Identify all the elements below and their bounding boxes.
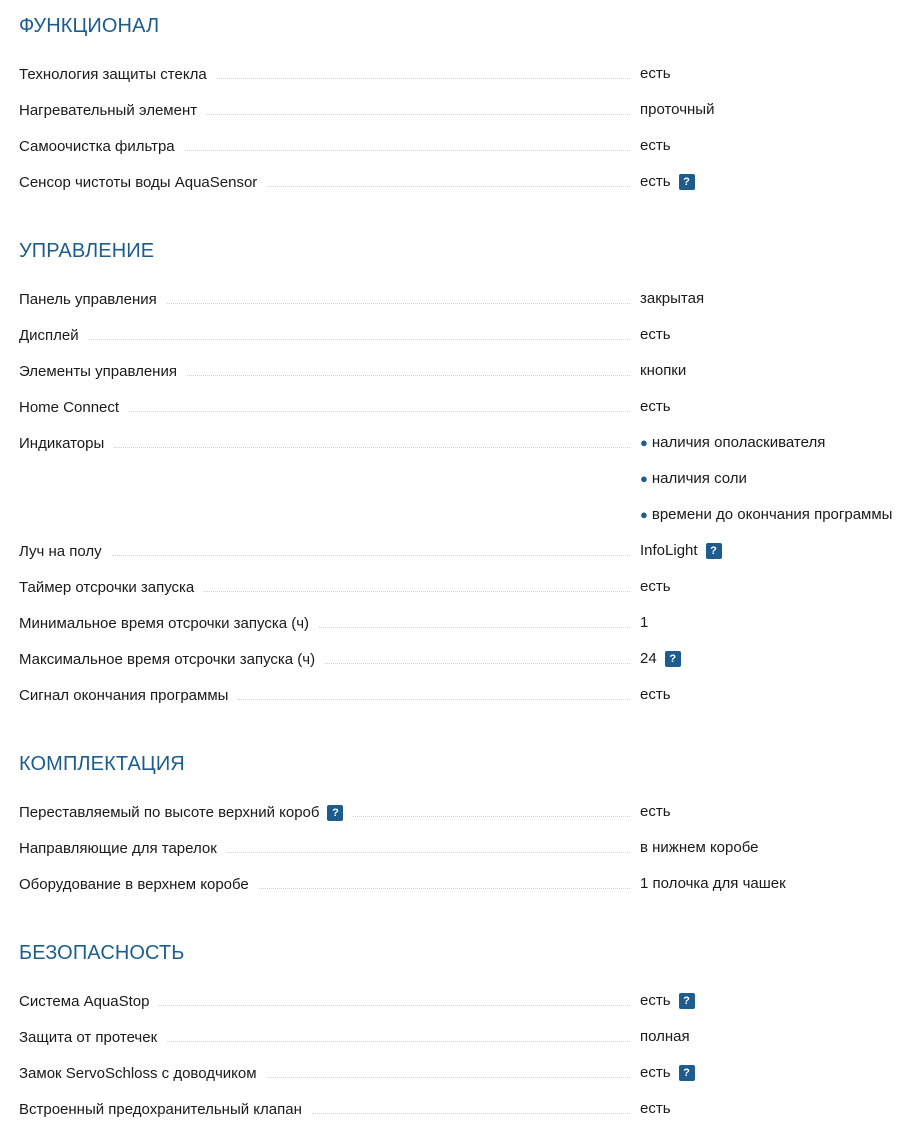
spec-label-wrap: [19, 837, 630, 859]
spec-label: [19, 361, 183, 383]
spec-label-text: Переставляемый по высоте верхний короб: [19, 804, 320, 821]
spec-value-text: есть: [640, 1100, 671, 1117]
spec-label-wrap: [19, 432, 630, 454]
dotted-leader: [187, 360, 630, 376]
spec-row: [0, 171, 920, 207]
spec-row: [0, 801, 920, 837]
spec-label-text: Таймер отсрочки запуска: [19, 579, 195, 596]
dotted-leader: [353, 801, 630, 817]
spec-label: [19, 100, 203, 122]
spec-label-text: Сенсор чистоты воды AquaSensor: [19, 174, 258, 191]
spec-row: [0, 873, 920, 909]
spec-row: [0, 612, 920, 648]
spec-label-wrap: [19, 684, 630, 706]
dotted-leader: [267, 171, 630, 187]
spec-value: [640, 1026, 690, 1048]
bullet-icon: ●: [640, 435, 648, 450]
spec-label: [19, 838, 223, 860]
spec-value-text: наличия соли: [651, 470, 747, 487]
spec-value: [640, 324, 671, 346]
spec-label: [19, 874, 255, 896]
section-title: КОМПЛЕКТАЦИЯ: [19, 753, 185, 775]
spec-label: [19, 1063, 263, 1085]
spec-label-wrap: [19, 171, 630, 193]
spec-label-text: Элементы управления: [19, 363, 177, 380]
spec-row: [0, 990, 920, 1026]
spec-row: [0, 576, 920, 612]
spec-value-text: есть: [640, 326, 671, 343]
spec-label-wrap: [19, 540, 630, 562]
dotted-leader: [267, 1062, 630, 1078]
spec-label-wrap: [19, 63, 630, 85]
spec-label-wrap: [19, 648, 630, 670]
spec-label-text: Дисплей: [19, 327, 79, 344]
spec-row: [0, 432, 920, 523]
dotted-leader: [204, 576, 630, 592]
spec-row: [0, 288, 920, 324]
spec-label-text: Нагревательный элемент: [19, 102, 198, 119]
spec-label: [19, 1099, 308, 1121]
spec-label-wrap: [19, 1062, 630, 1084]
spec-value: [640, 540, 722, 562]
spec-label-wrap: [19, 1026, 630, 1048]
spec-label-text: Система AquaStop: [19, 993, 150, 1010]
spec-label: [19, 802, 349, 824]
spec-value: [640, 288, 704, 310]
dotted-leader: [112, 540, 630, 556]
spec-label: [19, 325, 85, 347]
spec-value: [640, 63, 671, 85]
dotted-leader: [89, 324, 630, 340]
spec-value: [640, 1098, 671, 1120]
section-title: ФУНКЦИОНАЛ: [19, 15, 160, 37]
dotted-leader: [185, 135, 630, 151]
spec-label: [19, 1027, 163, 1049]
dotted-leader: [159, 990, 630, 1006]
spec-row: [0, 360, 920, 396]
spec-value: [640, 576, 671, 598]
spec-label-text: Луч на полу: [19, 543, 102, 560]
spec-label: [19, 433, 110, 455]
spec-label-text: Защита от протечек: [19, 1029, 158, 1046]
bullet-icon: ●: [640, 507, 648, 522]
spec-label: [19, 577, 200, 599]
spec-label-text: Индикаторы: [19, 435, 105, 452]
spec-row: [0, 684, 920, 720]
spec-label-wrap: [19, 396, 630, 418]
spec-label: [19, 64, 213, 86]
spec-row: [0, 1062, 920, 1098]
spec-label-text: Минимальное время отсрочки запуска (ч): [19, 615, 310, 632]
value-help-icon[interactable]: ?: [679, 174, 695, 190]
dotted-leader: [227, 837, 630, 853]
spec-label-wrap: [19, 873, 630, 895]
spec-label-wrap: [19, 135, 630, 157]
spec-value-text: есть: [640, 992, 671, 1009]
dotted-leader: [129, 396, 630, 412]
spec-label-wrap: [19, 1098, 630, 1120]
dotted-leader: [114, 432, 630, 448]
spec-label-text: Встроенный предохранительный клапан: [19, 1101, 302, 1118]
spec-value-item: [640, 432, 825, 454]
value-help-icon[interactable]: ?: [679, 1065, 695, 1081]
dotted-leader: [167, 1026, 630, 1042]
dotted-leader: [325, 648, 630, 664]
spec-value: [640, 396, 671, 418]
dotted-leader: [259, 873, 630, 889]
spec-value-text: есть: [640, 137, 671, 154]
spec-row: [0, 1026, 920, 1062]
spec-label-wrap: [19, 990, 630, 1012]
dotted-leader: [207, 99, 630, 115]
spec-value: [640, 171, 695, 193]
spec-value-text: есть: [640, 686, 671, 703]
spec-value-text: наличия ополаскивателя: [651, 434, 826, 451]
spec-value-text: есть: [640, 65, 671, 82]
spec-label-wrap: [19, 324, 630, 346]
value-help-icon[interactable]: ?: [665, 651, 681, 667]
section-title: БЕЗОПАСНОСТЬ: [19, 942, 185, 964]
spec-label-text: Home Connect: [19, 399, 120, 416]
spec-label-wrap: [19, 99, 630, 121]
spec-label: [19, 136, 181, 158]
spec-value-text: закрытая: [640, 290, 705, 307]
spec-label-text: Панель управления: [19, 291, 157, 308]
spec-row: [0, 135, 920, 171]
dotted-leader: [319, 612, 630, 628]
spec-value: [640, 612, 648, 634]
dotted-leader: [167, 288, 630, 304]
spec-value: [640, 837, 758, 859]
spec-value: [640, 99, 714, 121]
spec-value: [640, 801, 671, 823]
spec-row: [0, 324, 920, 360]
bullet-icon: ●: [640, 471, 648, 486]
spec-value-text: 24: [640, 650, 657, 667]
spec-value-text: времени до окончания программы: [651, 506, 893, 523]
spec-value-text: есть: [640, 1064, 671, 1081]
spec-value-text: есть: [640, 578, 671, 595]
value-help-icon[interactable]: ?: [706, 543, 722, 559]
spec-value: [640, 135, 671, 157]
spec-value-text: 1 полочка для чашек: [640, 875, 786, 892]
spec-label: [19, 289, 163, 311]
spec-label-wrap: [19, 288, 630, 310]
spec-label-text: Максимальное время отсрочки запуска (ч): [19, 651, 316, 668]
spec-label-text: Направляющие для тарелок: [19, 840, 217, 857]
spec-value-text: есть: [640, 398, 671, 415]
spec-label: [19, 991, 155, 1013]
section-title: УПРАВЛЕНИЕ: [19, 240, 155, 262]
spec-value: [640, 360, 686, 382]
spec-label: [19, 172, 263, 194]
dotted-leader: [238, 684, 630, 700]
spec-value: [640, 684, 671, 706]
spec-label: [19, 649, 321, 671]
spec-value-text: проточный: [640, 101, 715, 118]
spec-label: [19, 613, 315, 635]
spec-label: [19, 685, 234, 707]
spec-label-wrap: [19, 801, 630, 823]
spec-label-wrap: [19, 576, 630, 598]
spec-label-wrap: [19, 612, 630, 634]
spec-label: [19, 541, 108, 563]
spec-label-wrap: [19, 360, 630, 382]
spec-value-text: InfoLight: [640, 542, 698, 559]
spec-row: [0, 540, 920, 576]
spec-label-text: Сигнал окончания программы: [19, 687, 229, 704]
spec-value-text: полная: [640, 1028, 690, 1045]
spec-value-text: в нижнем коробе: [640, 839, 759, 856]
dotted-leader: [217, 63, 630, 79]
spec-value-text: есть: [640, 803, 671, 820]
spec-value-item: [640, 468, 747, 490]
spec-row: [0, 396, 920, 432]
spec-value: [640, 1062, 695, 1084]
spec-row: [0, 648, 920, 684]
value-help-icon[interactable]: ?: [679, 993, 695, 1009]
spec-label-text: Технология защиты стекла: [19, 66, 207, 83]
dotted-leader: [312, 1098, 630, 1114]
spec-value: [640, 990, 695, 1012]
spec-row: [0, 837, 920, 873]
spec-label-text: Замок ServoSchloss с доводчиком: [19, 1065, 257, 1082]
spec-label: [19, 397, 125, 419]
spec-label-text: Оборудование в верхнем коробе: [19, 876, 249, 893]
spec-value-item: [640, 504, 892, 526]
spec-row: [0, 63, 920, 99]
spec-row: [0, 99, 920, 135]
label-help-icon[interactable]: ?: [327, 805, 343, 821]
spec-label-text: Самоочистка фильтра: [19, 138, 175, 155]
spec-value-text: есть: [640, 173, 671, 190]
spec-value-text: кнопки: [640, 362, 687, 379]
spec-value: [640, 873, 786, 895]
spec-value-text: 1: [640, 614, 649, 631]
spec-value: [640, 648, 681, 670]
